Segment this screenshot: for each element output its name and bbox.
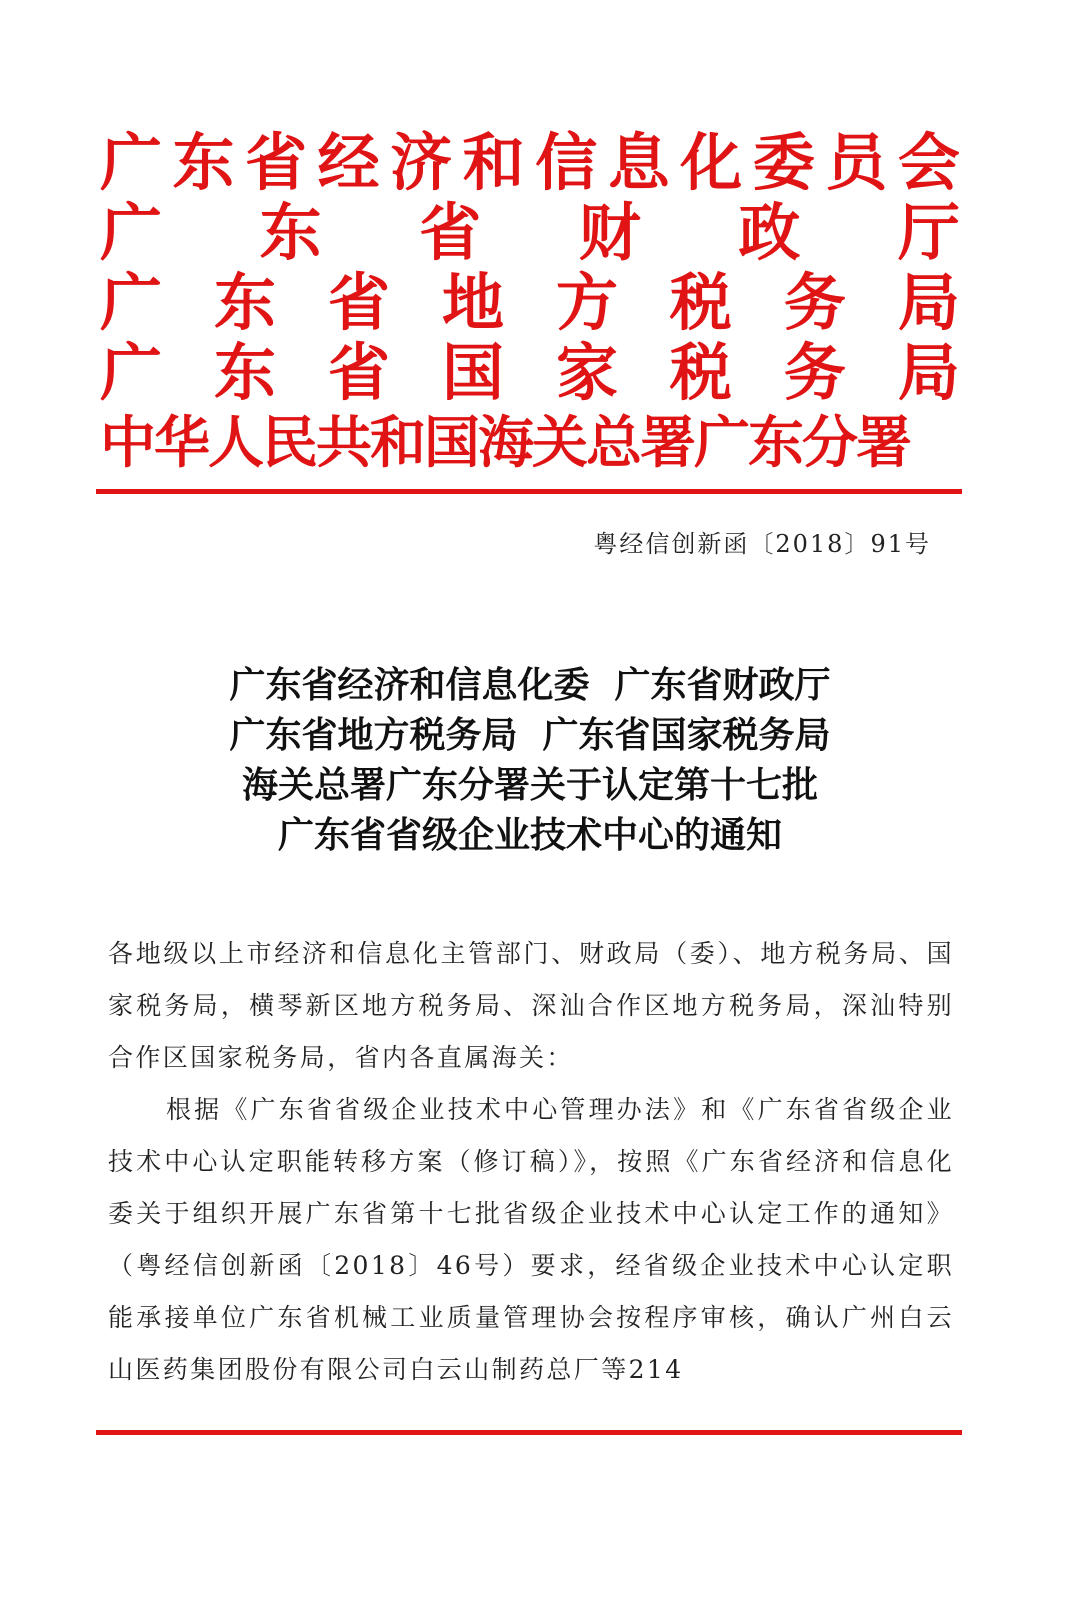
org-char: 东 [172, 126, 235, 199]
org-line-1 [100, 128, 960, 198]
org-char: 省 [419, 196, 482, 269]
org-char: 方 [555, 266, 618, 339]
org-char: 厅 [897, 196, 960, 269]
org-char: 政 [738, 196, 801, 269]
org-line-4 [100, 338, 960, 408]
body-paragraph-1: 根据《广东省省级企业技术中心管理办法》和《广东省省级企业技术中心认定职能转移方案（修订稿）》，按照《广东省经济和信息化委关于组织开展广东省第十七批省级企业技术中心认定工作的通知》（粤经信创新函〔2018〕46号）要求，经省级企业技术中心认定职能承接单位广东省机械工业质量管理协会按程序审核，确认广州白云山医药集团股份有限公司白云山制药总厂等214 [108, 1095, 954, 1384]
document-title [100, 660, 960, 860]
org-char: 东 [213, 266, 276, 339]
org-char: 局 [897, 266, 960, 339]
header-red-divider [96, 489, 962, 494]
org-char: 税 [669, 266, 732, 339]
document-number: 粤经信创新函〔2018〕91号 [593, 530, 931, 558]
footer-red-divider [96, 1430, 962, 1435]
org-char: 广 [100, 126, 163, 199]
org-char: 广 [100, 336, 163, 409]
title-line-4: 广东省省级企业技术中心的通知 [277, 814, 782, 856]
org-char: 东 [213, 336, 276, 409]
org-line-2 [100, 198, 960, 268]
org-char: 地 [441, 266, 504, 339]
org-char: 省 [327, 266, 390, 339]
org-char: 会 [897, 126, 960, 199]
org-char: 委 [752, 126, 815, 199]
org-char: 东 [259, 196, 322, 269]
org-char: 员 [825, 126, 888, 199]
org-char: 信 [535, 126, 598, 199]
title-line-3: 海关总署广东分署关于认定第十七批 [241, 764, 818, 806]
org-char: 息 [607, 126, 670, 199]
org-char: 家 [555, 336, 618, 409]
org-char: 局 [897, 336, 960, 409]
org-char: 和 [462, 126, 525, 199]
org-char: 广 [100, 266, 163, 339]
org-char: 广 [100, 196, 163, 269]
org-char: 财 [578, 196, 641, 269]
org-char: 务 [783, 336, 846, 409]
org-char: 税 [669, 336, 732, 409]
title-line-2: 广东省地方税务局 广东省国家税务局 [229, 714, 831, 756]
org-line-5: 中华人民共和国海关总署广东分署 [100, 410, 910, 476]
org-char: 省 [245, 126, 308, 199]
org-char: 省 [327, 336, 390, 409]
org-char: 国 [441, 336, 504, 409]
title-line-1: 广东省经济和信息化委 广东省财政厅 [229, 664, 831, 706]
org-char: 务 [783, 266, 846, 339]
org-char: 经 [317, 126, 380, 199]
org-line-3 [100, 268, 960, 338]
issuing-organizations-header [100, 128, 960, 478]
org-char: 化 [680, 126, 743, 199]
document-body [108, 928, 954, 1396]
org-char: 济 [390, 126, 453, 199]
recipients-paragraph: 各地级以上市经济和信息化主管部门、财政局（委）、地方税务局、国家税务局，横琴新区地方税务局、深汕合作区地方税务局，深汕特别合作区国家税务局，省内各直属海关： [108, 939, 954, 1072]
